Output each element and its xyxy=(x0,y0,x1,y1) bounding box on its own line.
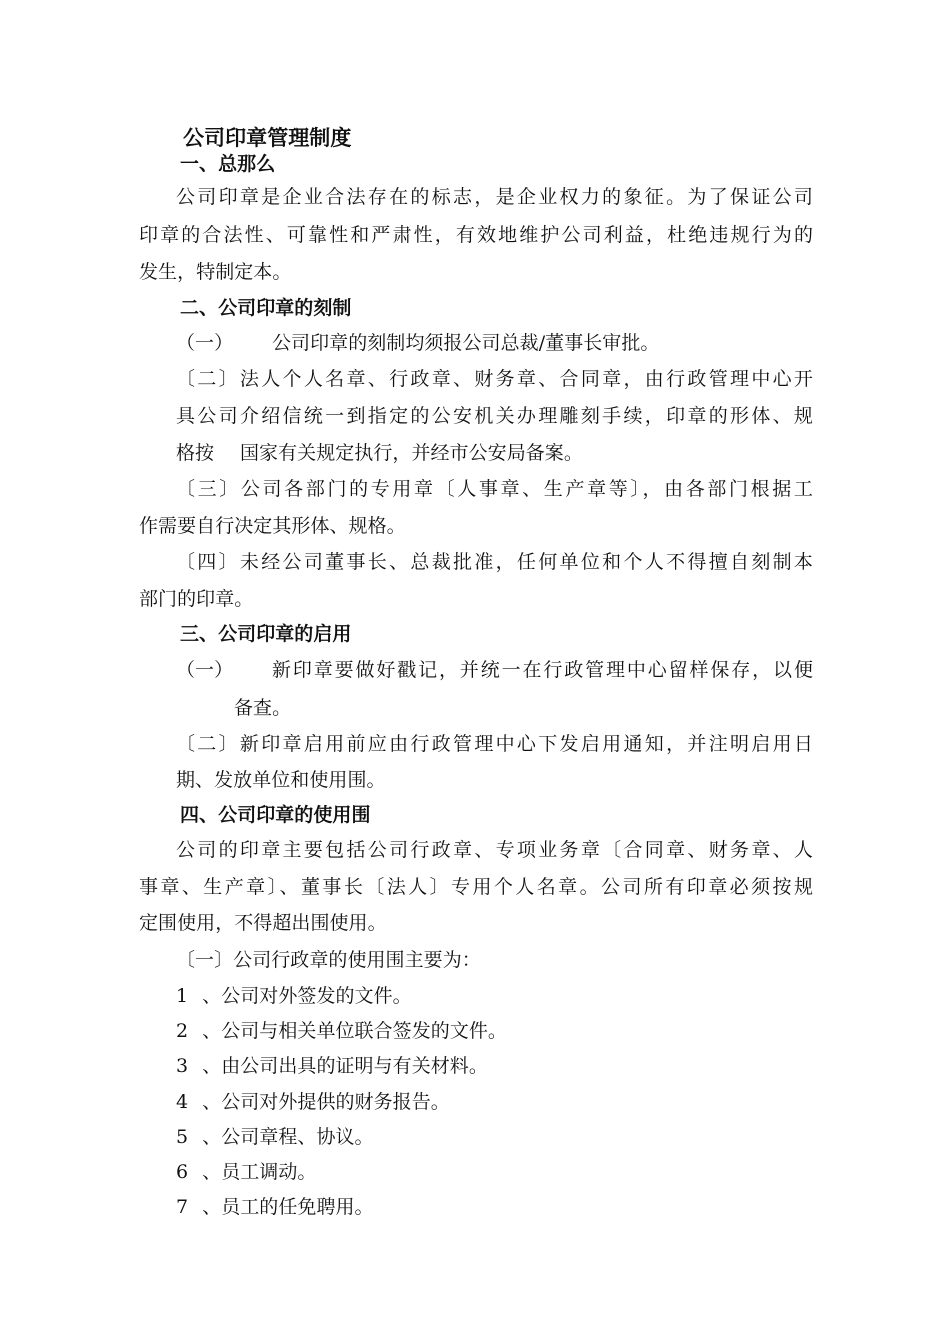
paragraph-line: 新印章要做好戳记，并统一在行政管理中心留样保存，以便 xyxy=(272,659,813,681)
section-heading-2: 二、公司印章的刻制 xyxy=(180,297,352,319)
list-item xyxy=(176,1125,374,1149)
paragraph-line: 格按 xyxy=(176,442,215,464)
list-number: 2 xyxy=(176,1020,189,1042)
list-number: 5 xyxy=(176,1126,189,1148)
paragraph-line: 公司的印章主要包括公司行政章、专项业务章〔合同章、财务章、人 xyxy=(176,839,813,861)
item-label: （一） xyxy=(176,659,234,681)
paragraph-line: 〔二〕法人个人名章、行政章、财务章、合同章，由行政管理中心开 xyxy=(176,368,813,390)
paragraph-line: 期、发放单位和使用围。 xyxy=(176,769,386,791)
list-text: 、员工调动。 xyxy=(202,1161,317,1183)
paragraph-line: 公司印章是企业合法存在的标志，是企业权力的象征。为了保证公司 xyxy=(176,186,813,208)
paragraph-line: 作需要自行决定其形体、规格。 xyxy=(139,515,406,537)
list-text: 、由公司出具的证明与有关材料。 xyxy=(202,1055,488,1077)
item-label: （一） xyxy=(176,332,234,354)
list-number: 7 xyxy=(176,1196,189,1218)
paragraph-line: 事章、生产章〕、董事长〔法人〕专用个人名章。公司所有印章必须按规 xyxy=(139,876,813,898)
list-text: 、公司对外提供的财务报告。 xyxy=(202,1091,450,1113)
list-number: 3 xyxy=(176,1055,189,1077)
list-text: 、公司对外签发的文件。 xyxy=(202,985,412,1007)
list-text: 、公司章程、协议。 xyxy=(202,1126,374,1148)
paragraph-line: 〔一〕公司行政章的使用围主要为： xyxy=(176,949,481,971)
list-number: 1 xyxy=(176,985,189,1007)
paragraph-line: 发生，特制定本。 xyxy=(139,261,292,283)
list-item xyxy=(176,984,412,1008)
item-text: 公司印章的刻制均须报公司总裁/董事长审批。 xyxy=(272,332,660,354)
list-item xyxy=(176,1019,507,1043)
list-number: 6 xyxy=(176,1161,189,1183)
list-text: 、公司与相关单位联合签发的文件。 xyxy=(202,1020,507,1042)
list-text: 、员工的任免聘用。 xyxy=(202,1196,374,1218)
paragraph-line: 〔四〕未经公司董事长、总裁批准，任何单位和个人不得擅自刻制本 xyxy=(176,551,813,573)
list-item xyxy=(176,1195,374,1219)
section-heading-1: 一、总那么 xyxy=(180,153,276,175)
paragraph-line: 〔三〕公司各部门的专用章〔人事章、生产章等〕，由各部门根据工 xyxy=(176,478,813,500)
list-item xyxy=(176,1090,450,1114)
list-item xyxy=(176,1054,488,1078)
paragraph-line: 印章的合法性、可靠性和严肃性，有效地维护公司利益，杜绝违规行为的 xyxy=(139,224,813,246)
section-heading-4: 四、公司印章的使用围 xyxy=(180,804,371,826)
paragraph-line: 部门的印章。 xyxy=(139,588,254,610)
paragraph-line: 〔二〕新印章启用前应由行政管理中心下发启用通知，并注明启用日 xyxy=(176,733,813,755)
list-item xyxy=(176,1160,316,1184)
paragraph-line: 国家有关规定执行，并经市公安局备案。 xyxy=(240,442,583,464)
document-title: 公司印章管理制度 xyxy=(183,126,352,150)
paragraph-line: 具公司介绍信统一到指定的公安机关办理雕刻手续，印章的形体、规 xyxy=(176,405,813,427)
section-heading-3: 三、公司印章的启用 xyxy=(180,623,352,645)
list-number: 4 xyxy=(176,1091,189,1113)
paragraph-line: 备查。 xyxy=(234,697,292,719)
paragraph-line: 定围使用，不得超出围使用。 xyxy=(139,912,387,934)
